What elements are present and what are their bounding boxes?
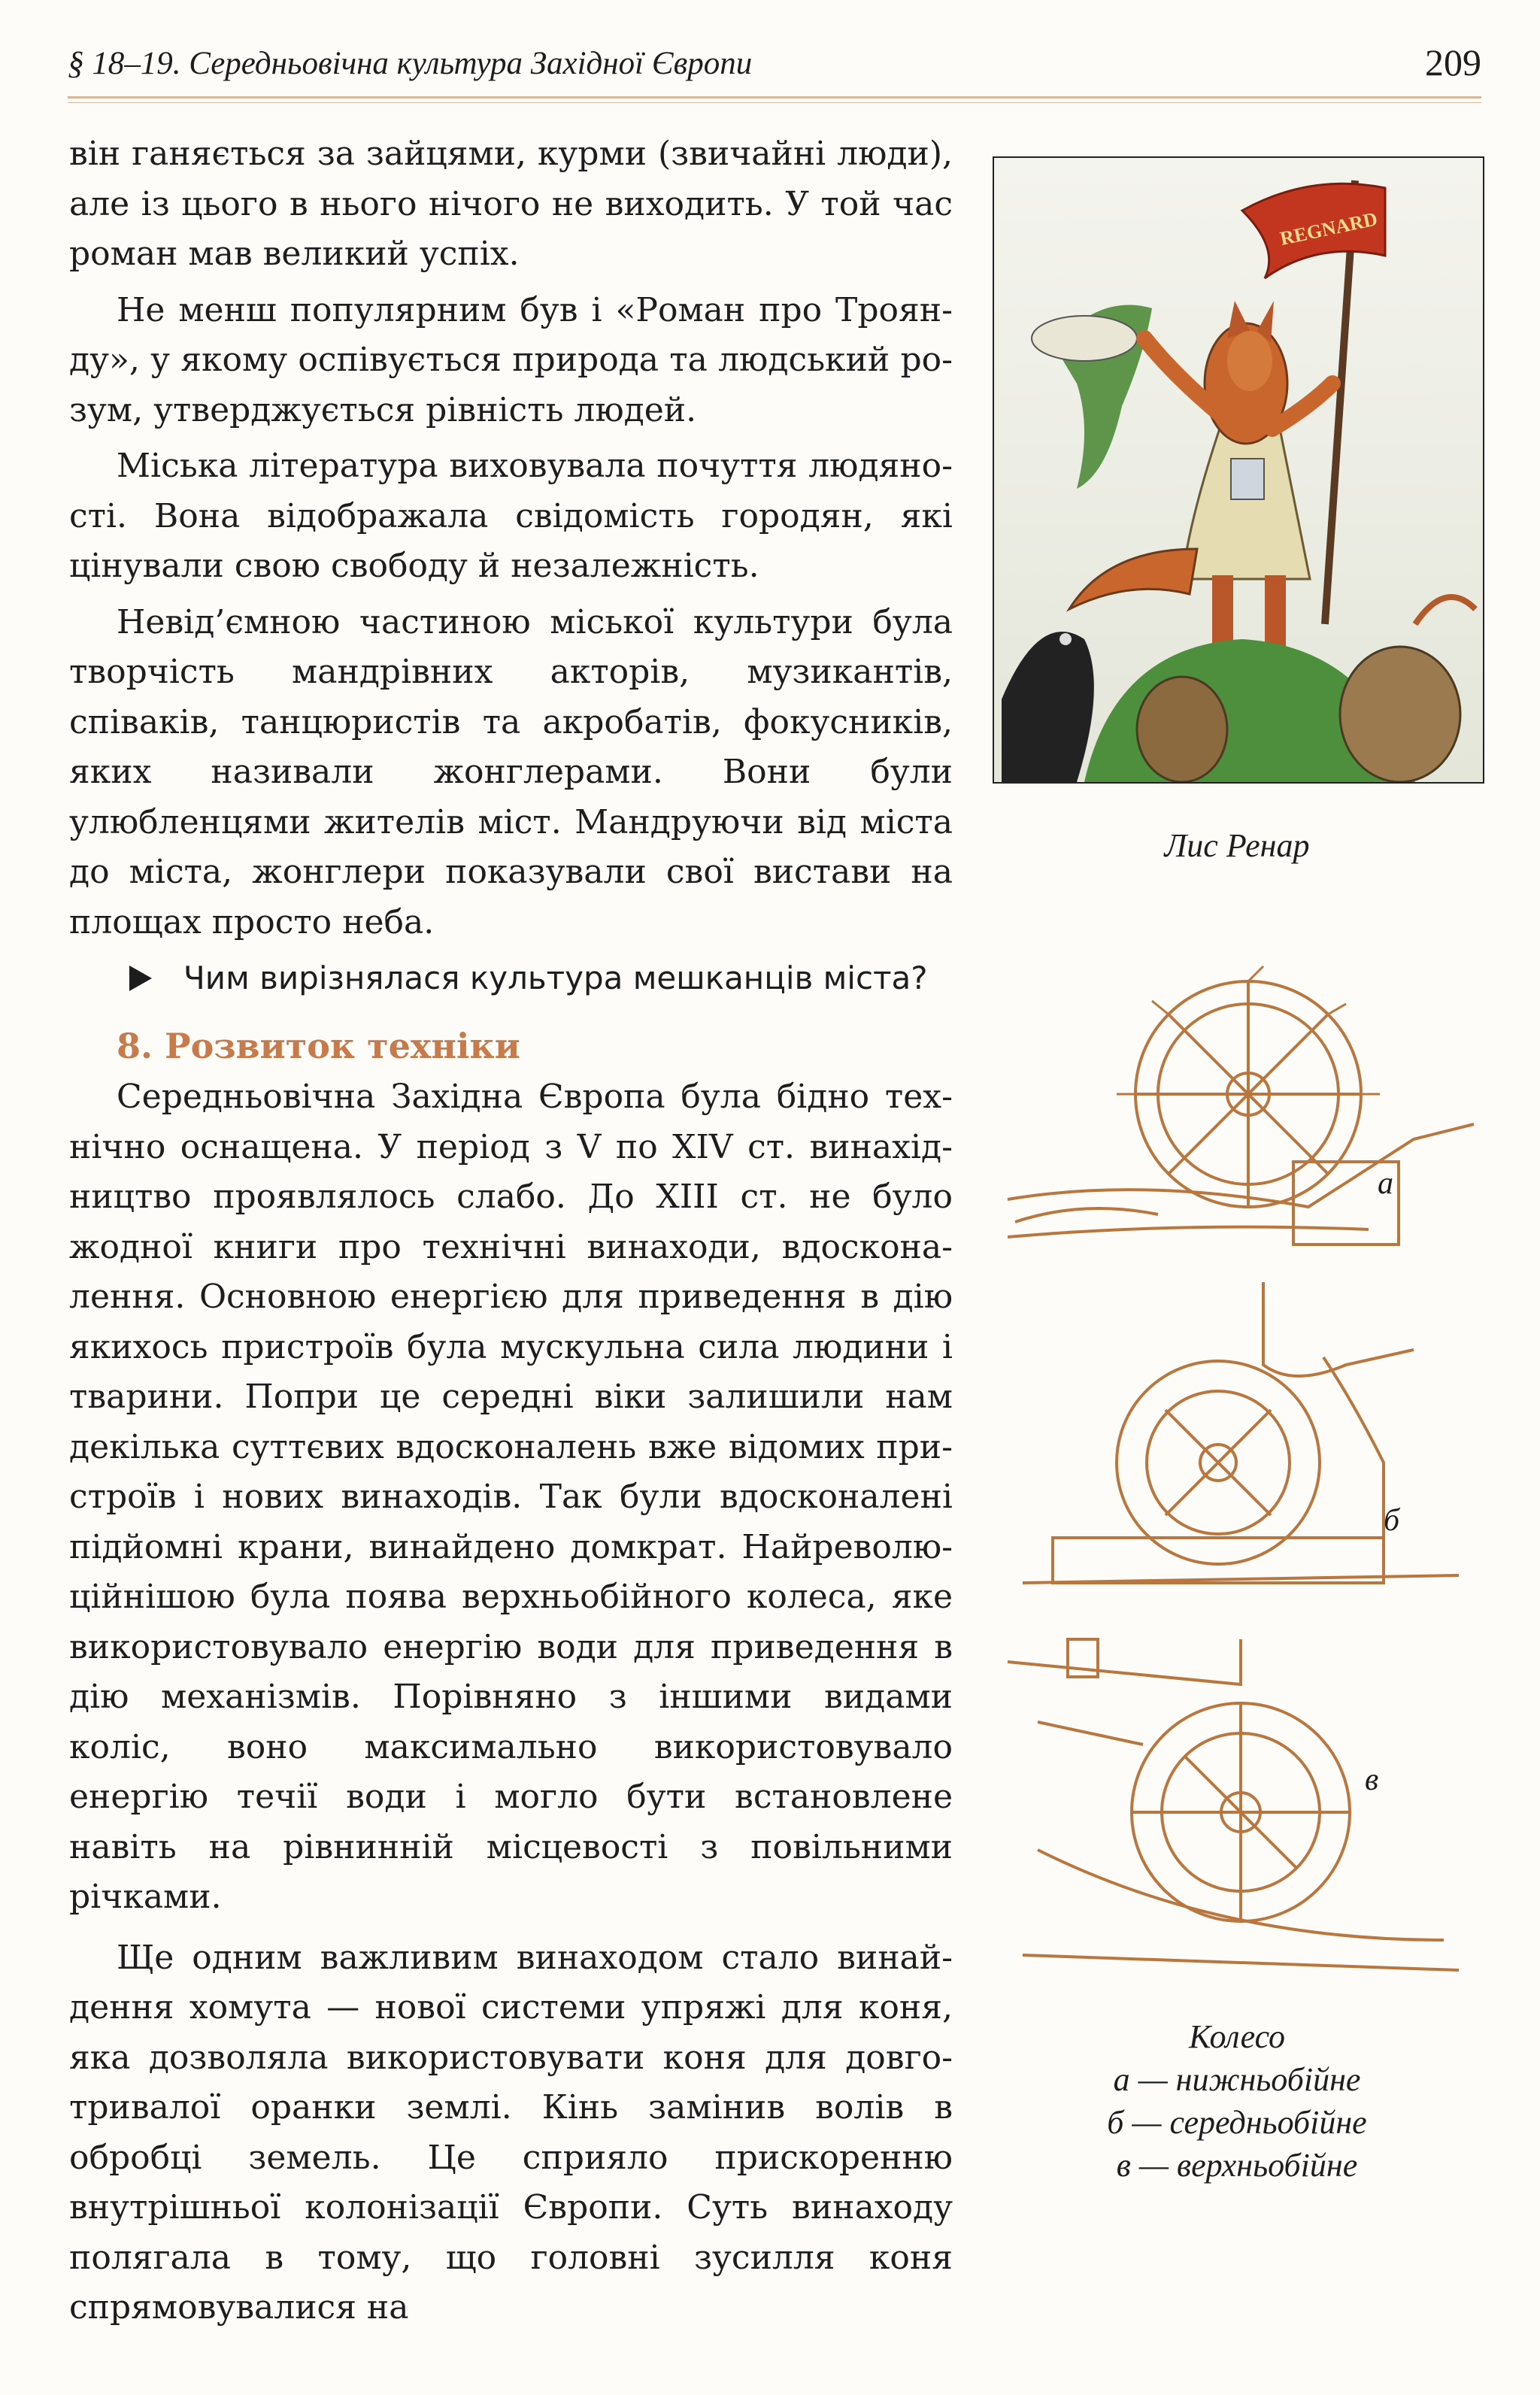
page-number: 209 xyxy=(1425,41,1481,83)
water-wheel-c-illustration xyxy=(993,1624,1481,1978)
play-arrow-icon xyxy=(129,966,152,991)
main-text-column xyxy=(69,129,953,2339)
header-divider-thin xyxy=(68,102,1481,103)
review-question xyxy=(69,953,953,1003)
question-text: Чим вирізнялася культура мешканців міста? xyxy=(183,960,928,996)
breastshot-wheel-drawing xyxy=(993,1252,1481,1598)
undershot-wheel-drawing xyxy=(993,951,1481,1275)
wheel-label-b: б xyxy=(1384,1503,1400,1538)
paragraph: Середньовічна Західна Європа була бідно технічно оснащена. У період з V по XIV ст. винахідництво проявлялось слабо. До XIII ст. не було жодної книги про технічні винаходи, вдосконалення. Основною енергією для приведення в дію якихось пристроїв була мускульна сила людини і тварини. Попри це середні віки залишили нам декілька суттєвих вдосконалень вже відомих пристроїв і нових винаходів. Так були вдосконалені підйомні крани, винайдено домкрат. Найреволюційнішою була поява верхньобійного колеса, яке використовувало енергію води для приведення в дію механізмів. Порівняно з іншими видами коліс, воно максимально використовувало енергію течії води і могло бути встановлене навіть на рівнинній місцевості з повільними річками. xyxy=(69,1078,953,1916)
fox-illustration xyxy=(993,156,1484,784)
fox-caption: Лис Ренар xyxy=(1164,827,1310,864)
wheel-label-a: а xyxy=(1378,1166,1393,1201)
paragraph: Міська література виховувала почуття людяності. Вона відображала свідомість городян, які цінували свою свободу й незалежність. xyxy=(69,447,953,585)
paragraph: Не менш популярним був і «Роман про Троянду», у якому оспівується природа та людський розум, утверджується рівність людей. xyxy=(69,290,953,429)
fox-picture xyxy=(994,158,1483,782)
header-divider xyxy=(68,96,1481,99)
water-wheel-b-illustration xyxy=(993,1252,1481,1598)
banner-text: REGNARD xyxy=(1278,208,1380,250)
wheel-label-c: в xyxy=(1365,1763,1379,1797)
running-title: § 18–19. Середньовічна культура Західної Європи xyxy=(68,46,753,81)
wheel-caption xyxy=(993,2015,1481,2187)
paragraph: Ще одним важливим винаходом стало винайдення хомута — нової системи упряжі для коня, яка дозволяла використовувати коня для довготривалої оранки землі. Кінь замінив волів в обробці земель. Це сприяло прискоренню внутрішньої колонізації Європи. Суть винаходу полягала в тому, що головні зусилля коня спрямовувалися на xyxy=(69,1938,953,2327)
section-heading: 8. Розвиток техніки xyxy=(117,1026,520,1066)
wheel-caption-line-c: в — верхньобійне xyxy=(1116,2147,1358,2184)
page-header xyxy=(68,36,1481,96)
paragraph: Невід’ємною частиною міської культури була творчість мандрівних акторів, музикантів, співаків, танцюристів та акробатів, фокусників, яких називали жонглерами. Вони були улюбленцями жителів міст. Мандруючи від міста до міста, жонглери показували свої вистави на площах просто неба. xyxy=(69,602,953,941)
water-wheel-a-illustration xyxy=(993,951,1481,1275)
wheel-caption-line-a: а — нижньобійне xyxy=(1113,2061,1361,2098)
paragraph: він ганяється за зайцями, курми (звичайні люди), але із цього в нього нічого не виходить. У той час роман мав великий успіх. xyxy=(69,135,953,273)
wheel-caption-title: Колесо xyxy=(1188,2018,1286,2055)
overshot-wheel-drawing xyxy=(993,1624,1481,1978)
wheel-caption-line-b: б — середньобійне xyxy=(1107,2104,1367,2141)
